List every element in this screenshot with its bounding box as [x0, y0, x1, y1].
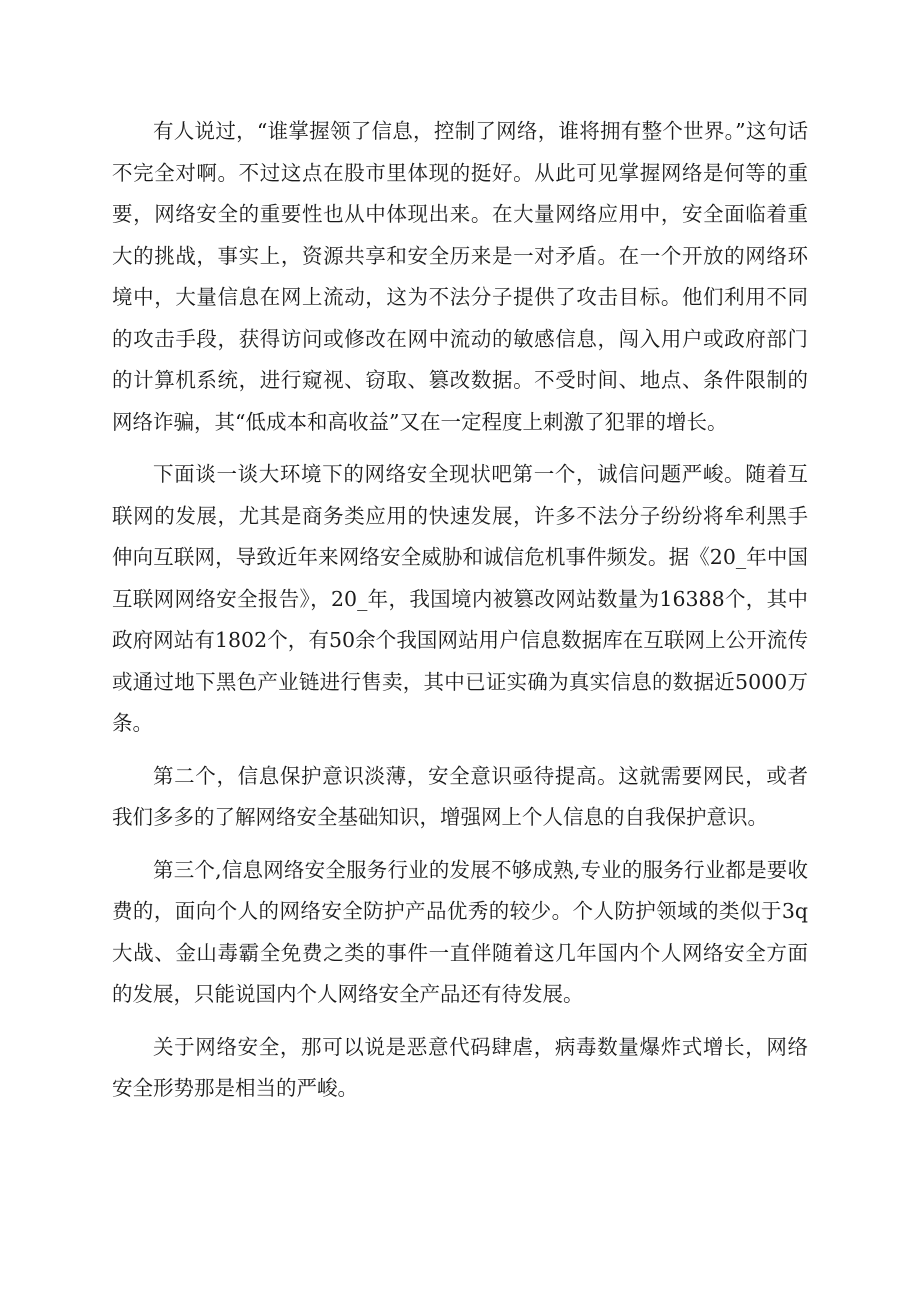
paragraph-5: 关于网络安全，那可以说是恶意代码肆虐，病毒数量爆炸式增长，网络安全形势那是相当的严峻。 [112, 1034, 808, 1100]
paragraph-4: 第三个,信息网络安全服务行业的发展不够成熟,专业的服务行业都是要收费的，面向个人的网络安全防护产品优秀的较少。个人防护领域的类似于3q大战、金山毒霸全免费之类的事件一直伴随着这几年国内个人网络安全方面的发展，只能说国内个人网络安全产品还有待发展。 [112, 857, 808, 1006]
paragraph-3: 第二个，信息保护意识淡薄，安全意识亟待提高。这就需要网民，或者我们多多的了解网络安全基础知识，增强网上个人信息的自我保护意识。 [112, 763, 808, 829]
document-body [112, 111, 808, 1121]
paragraph-1: 有人说过，“谁掌握领了信息，控制了网络，谁将拥有整个世界。”这句话不完全对啊。不过这点在股市里体现的挺好。从此可见掌握网络是何等的重要，网络安全的重要性也从中体现出来。在大量网络应用中，安全面临着重大的挑战，事实上，资源共享和安全历来是一对矛盾。在一个开放的网络环境中，大量信息在网上流动，这为不法分子提供了攻击目标。他们利用不同的攻击手段，获得访问或修改在网中流动的敏感信息，闯入用户或政府部门的计算机系统，进行窥视、窃取、篡改数据。不受时间、地点、条件限制的网络诈骗，其“低成本和高收益”又在一定程度上刺激了犯罪的增长。 [112, 119, 808, 434]
paragraph-2: 下面谈一谈大环境下的网络安全现状吧第一个，诚信问题严峻。随着互联网的发展，尤其是商务类应用的快速发展，许多不法分子纷纷将牟利黑手伸向互联网，导致近年来网络安全威胁和诚信危机事件频发。据《20_年中国互联网网络安全报告》，20_年，我国境内被篡改网站数量为16388个，其中政府网站有1802个，有50余个我国网站用户信息数据库在互联网上公开流传或通过地下黑色产业链进行售卖，其中已证实确为真实信息的数据近5000万条。 [112, 462, 808, 735]
